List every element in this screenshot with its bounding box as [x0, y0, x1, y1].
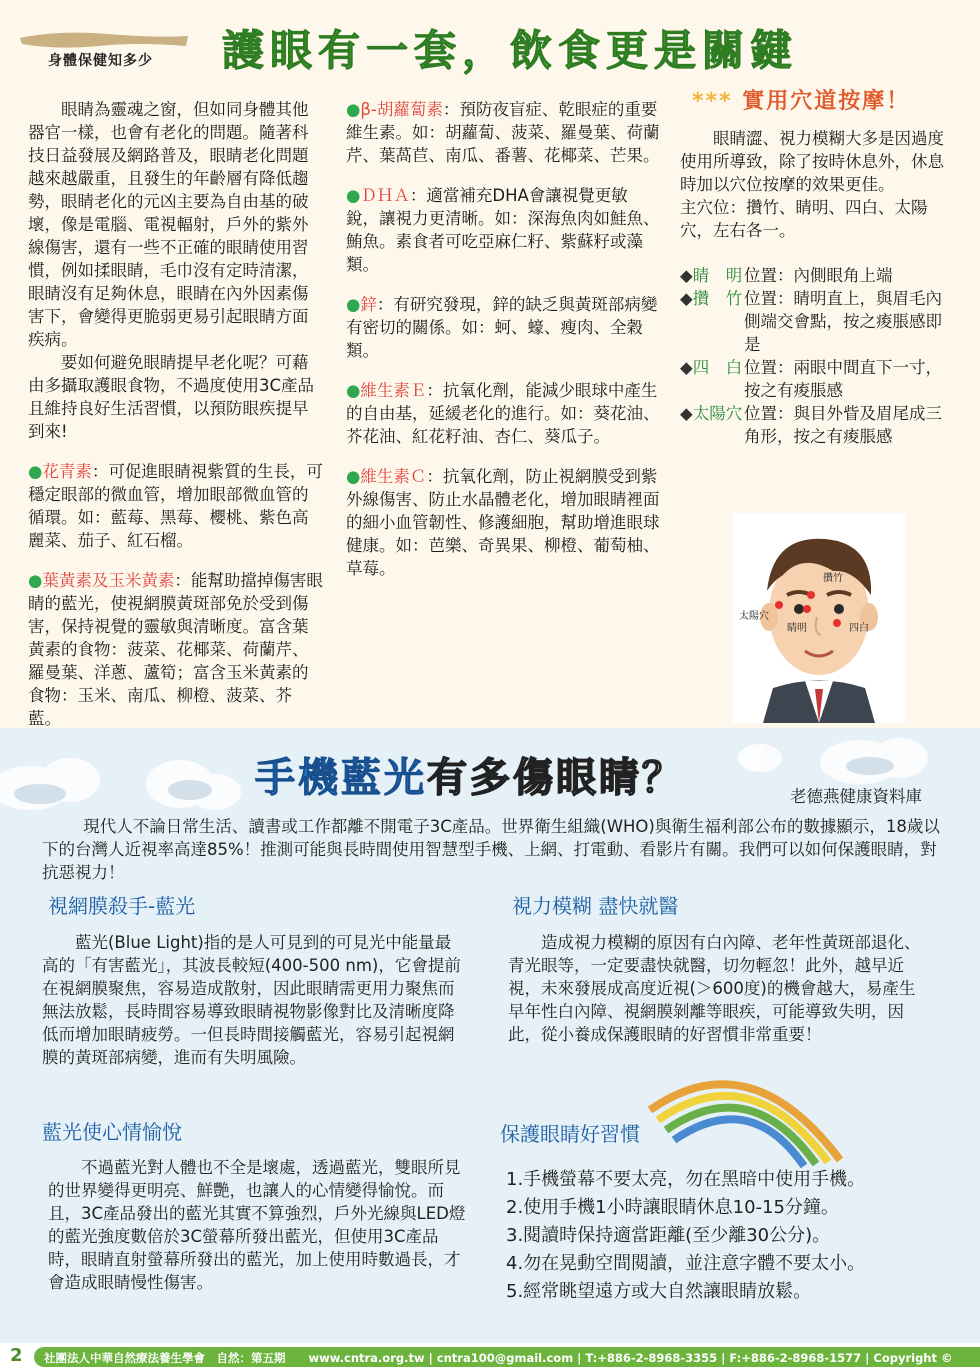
section-brush-label	[18, 24, 190, 69]
acupoint-face-illustration	[733, 513, 905, 723]
sibai-label: 四白	[849, 623, 869, 634]
list-item: 4.勿在晃動空間閱讀，並注意字體不要太小。	[506, 1253, 866, 1274]
section-body: 不過藍光對人體也不全是壞處，透過藍光，雙眼所見的世界變得更明亮、鮮艷，也讓人的心情變得愉悅。而且，3C產品發出的藍光其實不算強烈，戶外光線與LED燈的藍光強度數倍於3C螢幕所發出藍光，但使用3C產品時，眼睛直射螢幕所發出的藍光，加上使用時數過長，才會造成眼睛慢性傷害。	[48, 1158, 466, 1292]
footer-text: 社團法人中華自然療法養生學會 自然：第五期 www.cntra.org.tw | cntra100@gmail.com | T:+886-2-8968-3355 | F:+886-2-8968-1577 | Copyright ©	[44, 1351, 953, 1365]
acupressure-main-points: 主穴位：攢竹、睛明、四白、太陽穴，左右各一。	[680, 198, 928, 240]
page-number: 2	[10, 1345, 23, 1366]
prevention-paragraph: 要如何避免眼睛提早老化呢？可藉由多攝取護眼食物，不過度使用3C產品且維持良好生活習慣，以預防眼疾提早到來!	[28, 353, 315, 441]
article-banner	[0, 0, 980, 95]
article-column-2	[346, 98, 660, 580]
article-column-1	[28, 98, 324, 730]
section-heading: 視力模糊 盡快就醫	[512, 894, 679, 918]
page-footer	[0, 1343, 980, 1371]
habit-list	[506, 1166, 946, 1306]
rainbow-icon	[640, 1050, 860, 1170]
acupoint-row: ◆太陽穴 位置：與目外眥及眉尾成三角形，按之有痠脹感	[680, 404, 942, 446]
acupressure-column	[680, 90, 956, 448]
acupoint-row: ◆睛 明 位置：內側眼角上端	[680, 266, 893, 285]
page-title: 護眼有一套，飲食更是關鍵	[222, 26, 799, 75]
intro-paragraph: 眼睛為靈魂之窗，但如同身體其他器官一樣，也會有老化的問題。隨著科技日益發展及網路普及，眼睛老化問題越來越嚴重，且發生的年齡層有降低趨勢，眼睛老化的元凶主要為自由基的破壞，像是電腦、電視輻射，戶外的紫外線傷害，還有一些不正確的眼睛使用習慣，例如揉眼睛，毛巾沒有定時清潔，眼睛沒有足夠休息，眼睛在內外因素傷害下，會變得更脆弱更易引起眼睛方面疾病。	[28, 100, 309, 349]
nutrient-item: ●鋅：有研究發現，鋅的缺乏與黃斑部病變有密切的關係。如：蚵、蠔、瘦肉、全穀類。	[346, 295, 658, 360]
taiyang-label: 太陽穴	[739, 611, 769, 622]
brush-stroke-icon	[18, 24, 190, 50]
section-heading: 藍光使心情愉悅	[42, 1120, 182, 1144]
list-item: 2.使用手機1小時讓眼睛休息10-15分鐘。	[506, 1197, 839, 1218]
blue-light-title: 手機藍光有多傷眼睛？	[255, 755, 685, 801]
nutrient-item: ●β-胡蘿蔔素：預防夜盲症、乾眼症的重要維生素。如：胡蘿蔔、菠菜、羅曼葉、荷蘭芹、葉萵苣、南瓜、番薯、花椰菜、芒果。	[346, 100, 660, 165]
nutrient-item: ●葉黃素及玉米黃素：能幫助擋掉傷害眼睛的藍光，使視網膜黃斑部免於受到傷害，保持視覺的靈敏與清晰度。富含葉黃素的食物：菠菜、花椰菜、荷蘭芹、羅曼葉、洋蔥、蘆筍；富含玉米黃素的食物：玉米、南瓜、柳橙、菠菜、芥藍。	[28, 571, 323, 728]
jingming-label: 睛明	[787, 623, 807, 634]
section-body: 造成視力模糊的原因有白內障、老年性黃斑部退化、青光眼等，一定要盡快就醫，切勿輕忽！此外，越早近視，未來發展成高度近視(＞600度)的機會越大，易產生早年性白內障、視網膜剝離等眼疾，可能導致失明，因此，從小養成保護眼睛的好習慣非常重要！	[508, 933, 921, 1044]
zanzhu-label: 攢竹	[823, 573, 843, 584]
section-heading: 視網膜殺手-藍光	[48, 894, 196, 918]
acupoint-row: ◆攢 竹 位置：睛明直上，與眉毛內側端交會點，按之痠脹感即是	[680, 289, 942, 354]
blue-light-intro: 現代人不論日常生活、讀書或工作都離不開電子3C產品。世界衛生組織(WHO)與衛生福利部公布的數據顯示，18歲以下的台灣人近視率高達85%！推測可能與長時間使用智慧型手機、上網、打電動、看影片有關。我們可以如何保護眼睛，對抗惡視力！	[42, 817, 940, 882]
source-credit: 老德燕健康資料庫	[790, 787, 922, 806]
acupoint-row: ◆四 白 位置：兩眼中間直下一寸，按之有痠脹感	[680, 358, 942, 400]
list-item: 3.閱讀時保持適當距離(至少離30公分)。	[506, 1225, 831, 1246]
list-item: 1.手機螢幕不要太亮，勿在黑暗中使用手機。	[506, 1169, 866, 1190]
acupressure-intro: 眼睛澀、視力模糊大多是因過度使用所導致，除了按時休息外，休息時加以穴位按摩的效果更佳。	[680, 129, 944, 194]
acupressure-title: *** 實用穴道按摩！	[692, 89, 911, 114]
section-heading: 保護眼睛好習慣	[500, 1122, 640, 1146]
nutrient-item: ●維生素Ｅ：抗氧化劑，能減少眼球中產生的自由基，延緩老化的進行。如：葵花油、芥花油、紅花籽油、杏仁、葵瓜子。	[346, 381, 660, 446]
section-body: 藍光(Blue Light)指的是人可見到的可見光中能量最高的「有害藍光」，其波長較短(400-500 nm)，它會提前在視網膜聚焦，容易造成散射，因此眼睛需更用力聚焦而無法放鬆，長時間容易導致眼睛視物影像對比及清晰度降低而增加眼睛疲勞。一但長時間接觸藍光，容易引起視網膜的黃斑部病變，進而有失明風險。	[42, 933, 461, 1067]
section-label: 身體保健知多少	[48, 53, 153, 69]
nutrient-item: ●花青素：可促進眼睛視紫質的生長，可穩定眼部的微血管，增加眼部微血管的循環。如：藍莓、黑莓、櫻桃、紫色高麗菜、茄子、紅石榴。	[28, 462, 323, 550]
nutrient-item: ●ＤＨＡ：適當補充DHA會讓視覺更敏銳，讓視力更清晰。如：深海魚肉如鮭魚、鮪魚。素食者可吃亞麻仁籽、紫蘇籽或藻類。	[346, 186, 660, 274]
nutrient-item: ●維生素Ｃ：抗氧化劑，防止視網膜受到紫外線傷害、防止水晶體老化，增加眼睛裡面的細小血管韌性、修護細胞，幫助增進眼球健康。如：芭樂、奇異果、柳橙、葡萄柚、草莓。	[346, 467, 660, 578]
blue-light-article	[0, 728, 980, 1343]
list-item: 5.經常眺望遠方或大自然讓眼睛放鬆。	[506, 1281, 812, 1302]
